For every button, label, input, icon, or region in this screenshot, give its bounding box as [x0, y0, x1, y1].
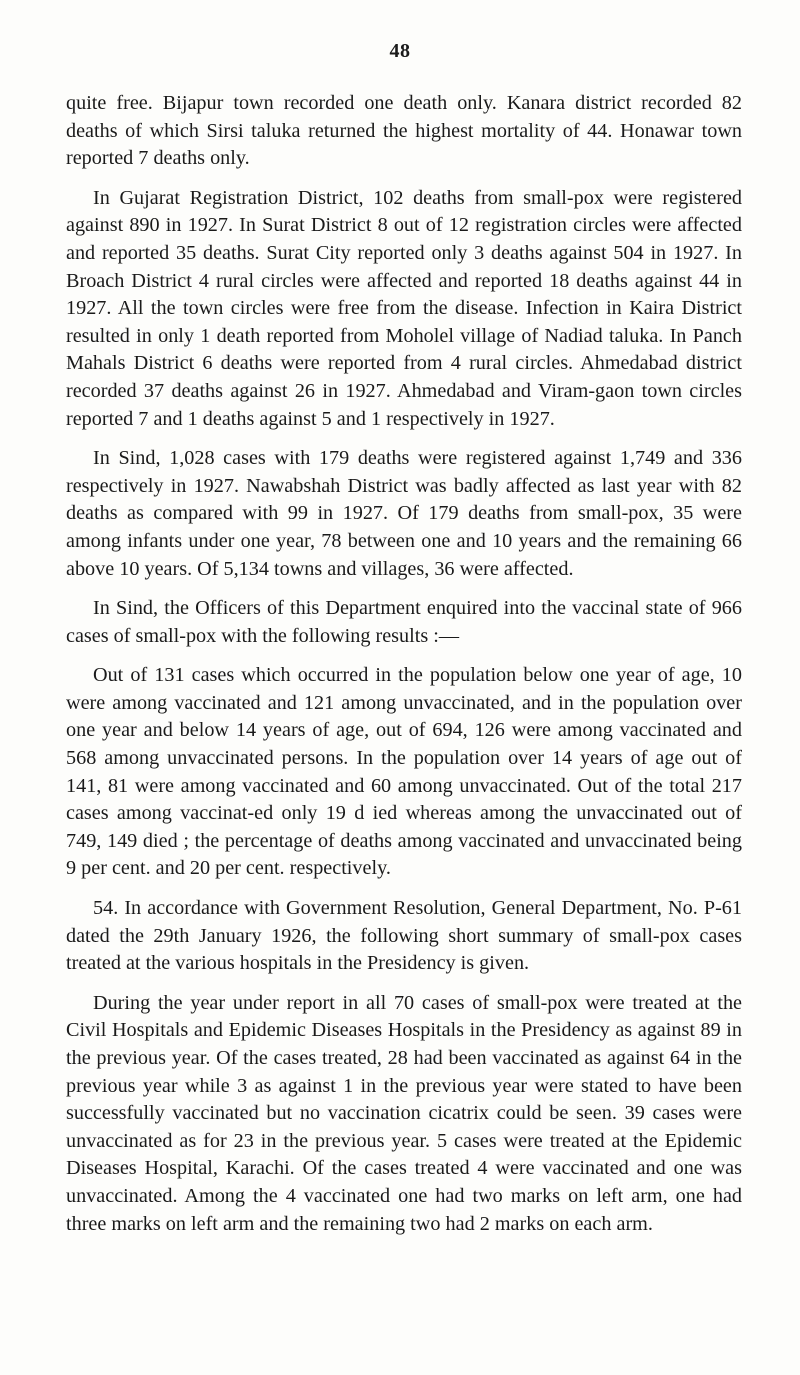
paragraph-vaccination-results: Out of 131 cases which occurred in the population below one year of age, 10 were among vaccinated and 121 among unvaccinated, and in the population over one year and below 14 years of age, out of 694, 126 were among vaccinated and 568 among unvaccinated persons. In the population over 14 years of age out of 141, 81 were among vaccinated and 60 among unvaccinated. Out of the total 217 cases among vaccinat-ed only 19 d ied whereas among the unvaccinated out of 749, 149 died ; the percentage of deaths among vaccinated and unvaccinated being 9 per cent. and 20 per cent. respectively. — [66, 664, 742, 880]
paragraph-gujarat: In Gujarat Registration District, 102 deaths from small-pox were registered against 890 in 1927. In Surat District 8 out of 12 registration circles were affected and reported 35 deaths. Surat City reported only 3 deaths against 504 in 1927. In Broach District 4 rural circles were affected and reported 18 deaths against 44 in 1927. All the town circles were free from the disease. Infection in Kaira District resulted in only 1 death reported from Moholel village of Nadiad taluka. In Panch Mahals District 6 deaths were reported from 4 rural circles. Ahmedabad district recorded 37 deaths against 26 in 1927. Ahmedabad and Viram-gaon town circles reported 7 and 1 deaths against 5 and 1 respectively in 1927. — [66, 186, 742, 430]
paragraph-hospital-summary: During the year under report in all 70 cases of small-pox were treated at the Civil Hospitals and Epidemic Diseases Hospitals in the Presidency as against 89 in the previous year. Of the cases treated, 28 had been vaccinated as against 64 in the previous year while 3 as against 1 in the previous year were stated to have been successfully vaccinated but no vaccination cicatrix could be seen. 39 cases were unvaccinated as for 23 in the previous year. 5 cases were treated at the Epidemic Diseases Hospital, Karachi. Of the cases treated 4 were vaccinated and one was unvaccinated. Among the 4 vaccinated one had two marks on left arm, one had three marks on left arm and the remaining two had 2 marks on each arm. — [66, 991, 742, 1235]
paragraph-continuation: quite free. Bijapur town recorded one death only. Kanara district recorded 82 deaths of which Sirsi taluka returned the highest mortality of 44. Honawar town reported 7 deaths only. — [66, 92, 742, 170]
paragraph-sind-enquiry: In Sind, the Officers of this Department enquired into the vaccinal state of 966 cases of small-pox with the following results :— — [66, 597, 742, 647]
page-number: 48 — [389, 40, 411, 62]
paragraph-section-54: 54. In accordance with Government Resolution, General Department, No. P-61 dated the 29th January 1926, the following short summary of small-pox cases treated at the various hospitals in the Presidency is given. — [66, 897, 742, 975]
paragraph-sind-cases: In Sind, 1,028 cases with 179 deaths were registered against 1,749 and 336 respectively in 1927. Nawabshah District was badly affected as last year with 82 deaths as compared with 99 in 1927. Of 179 deaths from small-pox, 35 were among infants under one year, 78 between one and 10 years and the remaining 66 above 10 years. Of 5,134 towns and villages, 36 were affected. — [66, 447, 742, 580]
body-text — [66, 90, 742, 1250]
